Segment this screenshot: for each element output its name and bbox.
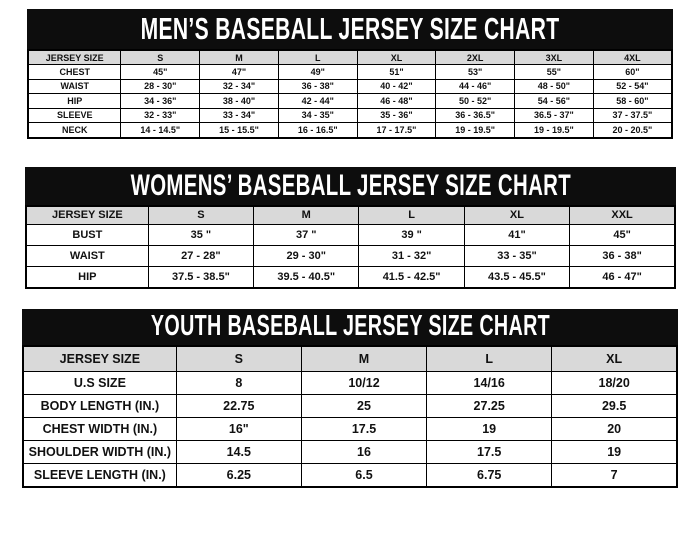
value-cell: 39.5 - 40.5" xyxy=(254,266,359,288)
value-cell: 60" xyxy=(593,65,672,80)
measurement-label-cell: BUST xyxy=(26,224,148,245)
size-header-cell: M xyxy=(301,346,426,372)
value-cell: 36 - 38" xyxy=(278,79,357,94)
value-cell: 50 - 52" xyxy=(436,94,515,109)
mens-chart-title-bar xyxy=(27,9,673,49)
youth-size-chart xyxy=(22,309,678,488)
youth-chart-title-bar xyxy=(22,309,678,345)
womens-size-chart xyxy=(25,167,676,289)
value-cell: 32 - 33" xyxy=(121,108,200,123)
value-cell: 32 - 34" xyxy=(200,79,279,94)
value-cell: 37 - 37.5" xyxy=(593,108,672,123)
table-row xyxy=(28,123,672,138)
value-cell: 36 - 38" xyxy=(570,245,675,266)
table-row xyxy=(23,417,677,440)
table-row xyxy=(23,371,677,394)
measurement-label-cell: CHEST xyxy=(28,65,121,80)
value-cell: 37 " xyxy=(254,224,359,245)
measurement-label-cell: NECK xyxy=(28,123,121,138)
value-cell: 17.5 xyxy=(427,440,552,463)
mens-size-table xyxy=(27,49,673,139)
value-cell: 22.75 xyxy=(176,394,301,417)
size-header-cell: XL xyxy=(552,346,677,372)
size-header-cell: M xyxy=(200,50,279,65)
value-cell: 19 - 19.5" xyxy=(436,123,515,138)
measurement-label-cell: U.S SIZE xyxy=(23,371,176,394)
value-cell: 10/12 xyxy=(301,371,426,394)
size-header-cell: 3XL xyxy=(515,50,594,65)
value-cell: 7 xyxy=(552,463,677,487)
table-row xyxy=(28,94,672,109)
value-cell: 58 - 60" xyxy=(593,94,672,109)
measurement-label-cell: BODY LENGTH (IN.) xyxy=(23,394,176,417)
value-cell: 18/20 xyxy=(552,371,677,394)
measurement-label-cell: SHOULDER WIDTH (IN.) xyxy=(23,440,176,463)
value-cell: 29.5 xyxy=(552,394,677,417)
size-header-cell: S xyxy=(121,50,200,65)
value-cell: 19 - 19.5" xyxy=(515,123,594,138)
measurement-label-cell: HIP xyxy=(26,266,148,288)
youth-chart-title: YOUTH BASEBALL JERSEY SIZE CHART xyxy=(150,310,550,342)
table-row xyxy=(28,65,672,80)
value-cell: 45" xyxy=(570,224,675,245)
value-cell: 36.5 - 37" xyxy=(515,108,594,123)
value-cell: 48 - 50" xyxy=(515,79,594,94)
value-cell: 55" xyxy=(515,65,594,80)
mens-chart-title: MEN’S BASEBALL JERSEY SIZE CHART xyxy=(140,11,560,46)
value-cell: 44 - 46" xyxy=(436,79,515,94)
value-cell: 15 - 15.5" xyxy=(200,123,279,138)
table-row xyxy=(26,224,675,245)
table-row xyxy=(28,79,672,94)
value-cell: 16 - 16.5" xyxy=(278,123,357,138)
size-header-cell: XL xyxy=(464,206,569,225)
womens-chart-title: WOMENS’ BASEBALL JERSEY SIZE CHART xyxy=(130,168,571,202)
measurement-label-cell: SLEEVE LENGTH (IN.) xyxy=(23,463,176,487)
value-cell: 31 - 32" xyxy=(359,245,464,266)
size-header-cell: S xyxy=(148,206,253,225)
value-cell: 35 - 36" xyxy=(357,108,436,123)
value-cell: 19 xyxy=(427,417,552,440)
value-cell: 17 - 17.5" xyxy=(357,123,436,138)
womens-chart-title-bar xyxy=(25,167,676,205)
value-cell: 33 - 34" xyxy=(200,108,279,123)
measurement-label-cell: SLEEVE xyxy=(28,108,121,123)
value-cell: 37.5 - 38.5" xyxy=(148,266,253,288)
size-header-cell: XXL xyxy=(570,206,675,225)
size-header-cell: 4XL xyxy=(593,50,672,65)
table-row xyxy=(28,108,672,123)
value-cell: 14/16 xyxy=(427,371,552,394)
value-cell: 51" xyxy=(357,65,436,80)
table-row xyxy=(23,394,677,417)
size-header-cell: XL xyxy=(357,50,436,65)
value-cell: 36 - 36.5" xyxy=(436,108,515,123)
jersey-size-header-cell: JERSEY SIZE xyxy=(23,346,176,372)
womens-size-table xyxy=(25,205,676,289)
measurement-label-cell: WAIST xyxy=(26,245,148,266)
table-row xyxy=(23,440,677,463)
mens-size-chart xyxy=(27,9,673,139)
value-cell: 35 " xyxy=(148,224,253,245)
value-cell: 16" xyxy=(176,417,301,440)
value-cell: 43.5 - 45.5" xyxy=(464,266,569,288)
jersey-size-header-cell: JERSEY SIZE xyxy=(28,50,121,65)
measurement-label-cell: WAIST xyxy=(28,79,121,94)
size-header-cell: L xyxy=(278,50,357,65)
value-cell: 45" xyxy=(121,65,200,80)
size-header-cell: S xyxy=(176,346,301,372)
value-cell: 27 - 28" xyxy=(148,245,253,266)
value-cell: 16 xyxy=(301,440,426,463)
measurement-label-cell: HIP xyxy=(28,94,121,109)
value-cell: 40 - 42" xyxy=(357,79,436,94)
header-row xyxy=(26,206,675,225)
value-cell: 52 - 54" xyxy=(593,79,672,94)
value-cell: 33 - 35" xyxy=(464,245,569,266)
header-row xyxy=(23,346,677,372)
table-row xyxy=(23,463,677,487)
size-header-cell: L xyxy=(427,346,552,372)
value-cell: 46 - 47" xyxy=(570,266,675,288)
value-cell: 19 xyxy=(552,440,677,463)
measurement-label-cell: CHEST WIDTH (IN.) xyxy=(23,417,176,440)
value-cell: 20 - 20.5" xyxy=(593,123,672,138)
value-cell: 29 - 30" xyxy=(254,245,359,266)
value-cell: 38 - 40" xyxy=(200,94,279,109)
value-cell: 54 - 56" xyxy=(515,94,594,109)
table-row xyxy=(26,245,675,266)
value-cell: 28 - 30" xyxy=(121,79,200,94)
header-row xyxy=(28,50,672,65)
value-cell: 14.5 xyxy=(176,440,301,463)
value-cell: 25 xyxy=(301,394,426,417)
value-cell: 20 xyxy=(552,417,677,440)
value-cell: 6.75 xyxy=(427,463,552,487)
value-cell: 6.25 xyxy=(176,463,301,487)
youth-size-table xyxy=(22,345,678,488)
value-cell: 41" xyxy=(464,224,569,245)
value-cell: 47" xyxy=(200,65,279,80)
table-row xyxy=(26,266,675,288)
value-cell: 46 - 48" xyxy=(357,94,436,109)
value-cell: 49" xyxy=(278,65,357,80)
value-cell: 42 - 44" xyxy=(278,94,357,109)
value-cell: 6.5 xyxy=(301,463,426,487)
size-header-cell: 2XL xyxy=(436,50,515,65)
value-cell: 27.25 xyxy=(427,394,552,417)
value-cell: 53" xyxy=(436,65,515,80)
value-cell: 34 - 36" xyxy=(121,94,200,109)
value-cell: 8 xyxy=(176,371,301,394)
size-header-cell: L xyxy=(359,206,464,225)
value-cell: 41.5 - 42.5" xyxy=(359,266,464,288)
size-header-cell: M xyxy=(254,206,359,225)
value-cell: 17.5 xyxy=(301,417,426,440)
value-cell: 34 - 35" xyxy=(278,108,357,123)
jersey-size-header-cell: JERSEY SIZE xyxy=(26,206,148,225)
value-cell: 39 " xyxy=(359,224,464,245)
value-cell: 14 - 14.5" xyxy=(121,123,200,138)
